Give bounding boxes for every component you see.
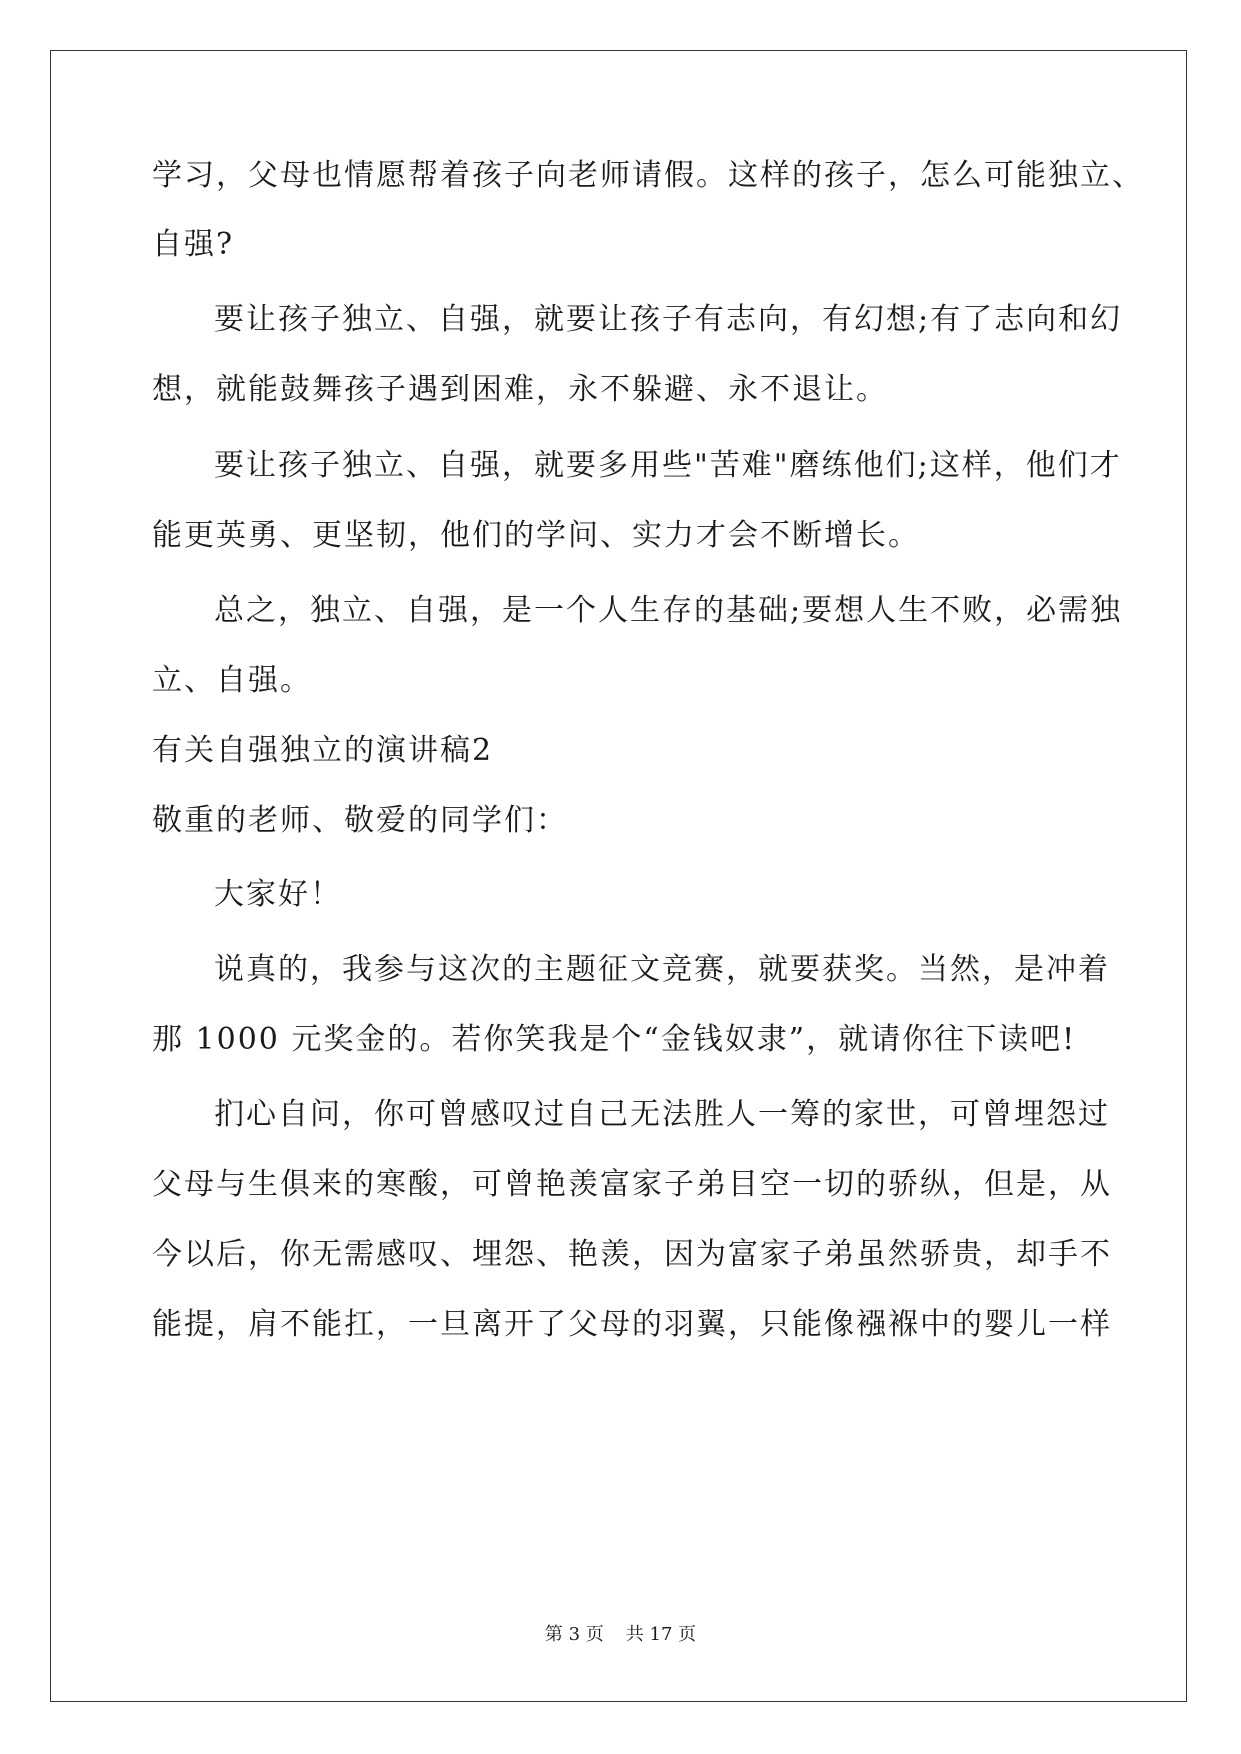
paragraph-line: 能更英勇、更坚韧，他们的学问、实力才会不断增长。 — [152, 518, 920, 553]
page-total: 共 17 页 — [625, 1624, 697, 1645]
paragraph-line: 总之，独立、自强，是一个人生存的基础;要想人生不败，必需独 — [214, 593, 1123, 628]
page-number: 第 3 页 — [544, 1624, 604, 1645]
paragraph-line: 立、自强。 — [152, 663, 312, 698]
salutation: 敬重的老师、敬爱的同学们： — [152, 803, 568, 838]
paragraph-line: 扪心自问，你可曾感叹过自己无法胜人一筹的家世，可曾埋怨过 — [214, 1097, 1110, 1132]
paragraph-line: 今以后，你无需感叹、埋怨、艳羡，因为富家子弟虽然骄贵，却手不 — [152, 1237, 1112, 1272]
paragraph-line: 能提，肩不能扛，一旦离开了父母的羽翼，只能像襁褓中的婴儿一样 — [152, 1307, 1112, 1342]
paragraph-line: 那 1000 元奖金的。若你笑我是个“金钱奴隶”，就请你往下读吧! — [152, 1022, 1077, 1057]
paragraph-line: 学习，父母也情愿帮着孩子向老师请假。这样的孩子，怎么可能独立、 — [152, 158, 1144, 193]
section-title: 有关自强独立的演讲稿2 — [152, 733, 494, 768]
paragraph-line: 要让孩子独立、自强，就要多用些"苦难"磨练他们;这样，他们才 — [214, 448, 1122, 483]
paragraph-line: 说真的，我参与这次的主题征文竞赛，就要获奖。当然，是冲着 — [214, 952, 1110, 987]
paragraph-line: 父母与生俱来的寒酸，可曾艳羡富家子弟目空一切的骄纵，但是，从 — [152, 1167, 1112, 1202]
paragraph-line: 要让孩子独立、自强，就要让孩子有志向，有幻想;有了志向和幻 — [214, 302, 1123, 337]
page-footer — [0, 1624, 1241, 1646]
greeting: 大家好！ — [214, 877, 342, 912]
page-border — [50, 50, 1187, 1702]
paragraph-line: 想，就能鼓舞孩子遇到困难，永不躲避、永不退让。 — [152, 372, 888, 407]
paragraph-line: 自强? — [152, 227, 235, 262]
